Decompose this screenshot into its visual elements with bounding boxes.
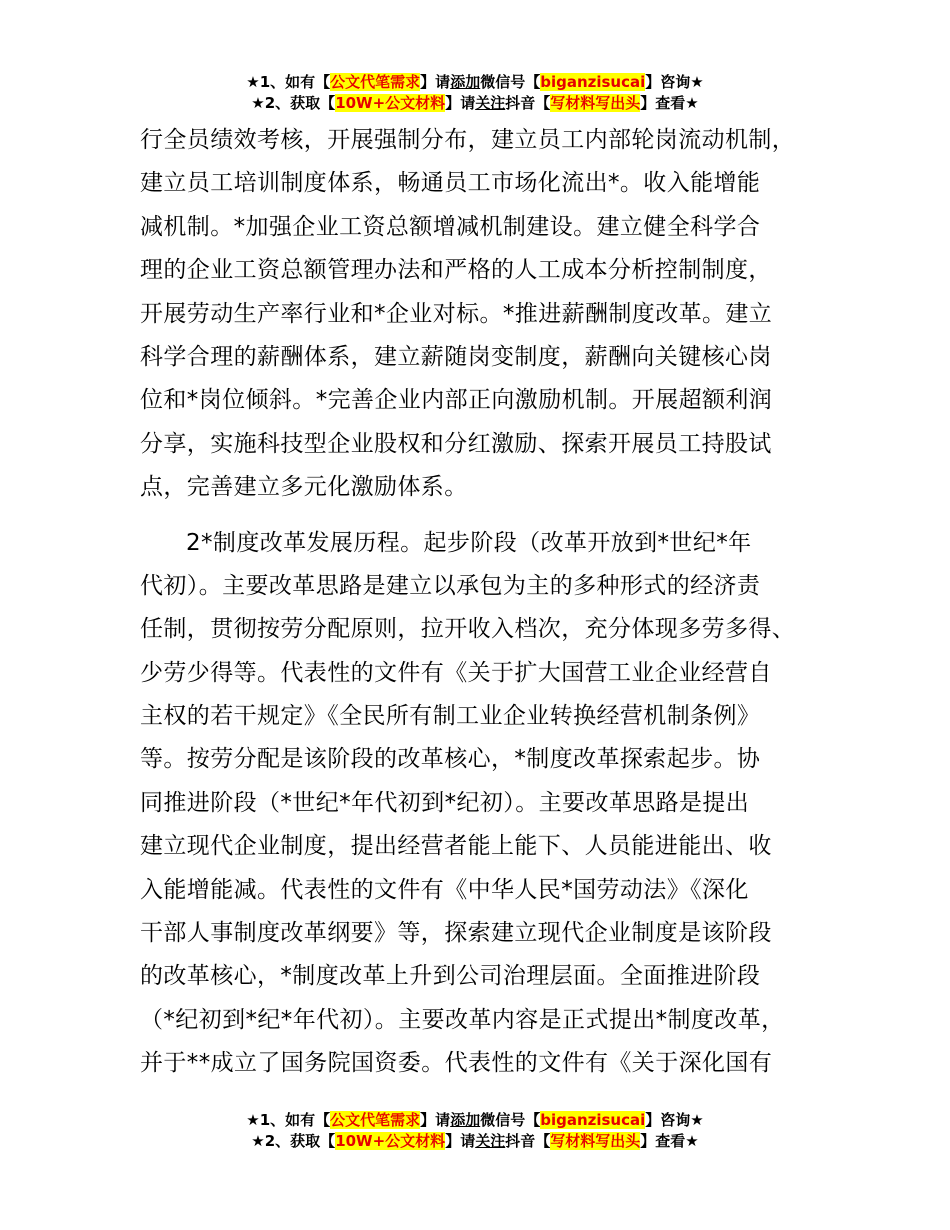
paragraph-1 bbox=[140, 119, 830, 510]
footer-banner bbox=[0, 1110, 950, 1152]
banner-emphasis: 添加 bbox=[450, 1111, 481, 1129]
banner-emphasis: 关注 bbox=[475, 94, 506, 112]
banner-highlight: biganzisucai bbox=[540, 1111, 646, 1129]
text-line: 位和*岗位倾斜。*完善企业内部正向激励机制。开展超额利润 bbox=[140, 387, 773, 414]
banner-line-2 bbox=[0, 93, 950, 114]
banner-text: 抖音【 bbox=[505, 94, 551, 112]
banner-highlight: 写材料写出头 bbox=[550, 94, 641, 112]
banner-text: 】请 bbox=[445, 94, 476, 112]
banner-text: ★2、获取【 bbox=[251, 94, 336, 112]
banner-text: 】查看★ bbox=[640, 94, 699, 112]
banner-line-2 bbox=[0, 1131, 950, 1152]
banner-text: 】请 bbox=[420, 73, 451, 91]
text-line: 建立员工培训制度体系，畅通员工市场化流出*。收入能增能 bbox=[140, 170, 761, 197]
text-line: 行全员绩效考核，开展强制分布，建立员工内部轮岗流动机制， bbox=[140, 127, 796, 153]
banner-text: 微信号【 bbox=[480, 73, 541, 91]
text-line: 的改革核心，*制度改革上升到公司治理层面。全面推进阶段 bbox=[140, 963, 761, 990]
banner-emphasis: 添加 bbox=[450, 73, 481, 91]
text-line: 建立现代企业制度，提出经营者能上能下、人员能进能出、收 bbox=[140, 833, 772, 860]
banner-line-1 bbox=[0, 72, 950, 93]
text-line: 任制，贯彻按劳分配原则，拉开收入档次，充分体现多劳多得、 bbox=[140, 616, 796, 643]
banner-text: ★1、如有【 bbox=[246, 73, 331, 91]
banner-text: 抖音【 bbox=[505, 1132, 551, 1150]
document-body bbox=[140, 119, 830, 1086]
banner-text: 】请 bbox=[445, 1132, 476, 1150]
banner-text: 】咨询★ bbox=[645, 1111, 704, 1129]
banner-line-1 bbox=[0, 1110, 950, 1131]
text-line: 开展劳动生产率行业和*企业对标。*推进薪酬制度改革。建立 bbox=[140, 300, 773, 327]
text-line: 科学合理的薪酬体系，建立薪随岗变制度，薪酬向关键核心岗 bbox=[140, 343, 772, 370]
text-line: 点，完善建立多元化激励体系。 bbox=[140, 474, 468, 501]
banner-text: 】咨询★ bbox=[645, 73, 704, 91]
banner-highlight: 10W+公文材料 bbox=[335, 94, 446, 112]
text-line: 减机制。*加强企业工资总额增减机制建设。建立健全科学合 bbox=[140, 213, 761, 240]
text-line: 代初）。主要改革思路是建立以承包为主的多种形式的经济责 bbox=[140, 572, 761, 599]
text-line: 2*制度改革发展历程。起步阶段（改革开放到*世纪*年 bbox=[186, 529, 752, 556]
banner-text: 微信号【 bbox=[480, 1111, 541, 1129]
text-line: 同推进阶段（*世纪*年代初到*纪初）。主要改革思路是提出 bbox=[140, 789, 750, 816]
text-line: （*纪初到*纪*年代初）。主要改革内容是正式提出*制度改革， bbox=[140, 1006, 785, 1033]
banner-emphasis: 关注 bbox=[475, 1132, 506, 1150]
text-line: 分享，实施科技型企业股权和分红激励、探索开展员工持股试 bbox=[140, 430, 772, 457]
banner-highlight: 写材料写出头 bbox=[550, 1132, 641, 1150]
header-banner bbox=[0, 72, 950, 114]
text-line: 入能增能减。代表性的文件有《中华人民*国劳动法》《深化 bbox=[140, 876, 749, 903]
banner-text: 】请 bbox=[420, 1111, 451, 1129]
banner-highlight: 10W+公文材料 bbox=[335, 1132, 446, 1150]
banner-highlight: 公文代笔需求 bbox=[330, 1111, 421, 1129]
banner-highlight: biganzisucai bbox=[540, 73, 646, 91]
text-line: 少劳少得等。代表性的文件有《关于扩大国营工业企业经营自 bbox=[140, 659, 772, 686]
text-line: 等。按劳分配是该阶段的改革核心，*制度改革探索起步。协 bbox=[140, 746, 761, 773]
paragraph-2 bbox=[140, 522, 830, 1086]
banner-text: 】查看★ bbox=[640, 1132, 699, 1150]
text-line: 干部人事制度改革纲要》等，探索建立现代企业制度是该阶段 bbox=[140, 920, 772, 947]
banner-text: ★2、获取【 bbox=[251, 1132, 336, 1150]
text-line: 并于**成立了国务院国资委。代表性的文件有《关于深化国有 bbox=[140, 1050, 773, 1077]
text-line: 主权的若干规定》《全民所有制工业企业转换经营机制条例》 bbox=[140, 703, 761, 730]
banner-highlight: 公文代笔需求 bbox=[330, 73, 421, 91]
banner-text: ★1、如有【 bbox=[246, 1111, 331, 1129]
text-line: 理的企业工资总额管理办法和严格的人工成本分析控制制度， bbox=[140, 257, 772, 284]
